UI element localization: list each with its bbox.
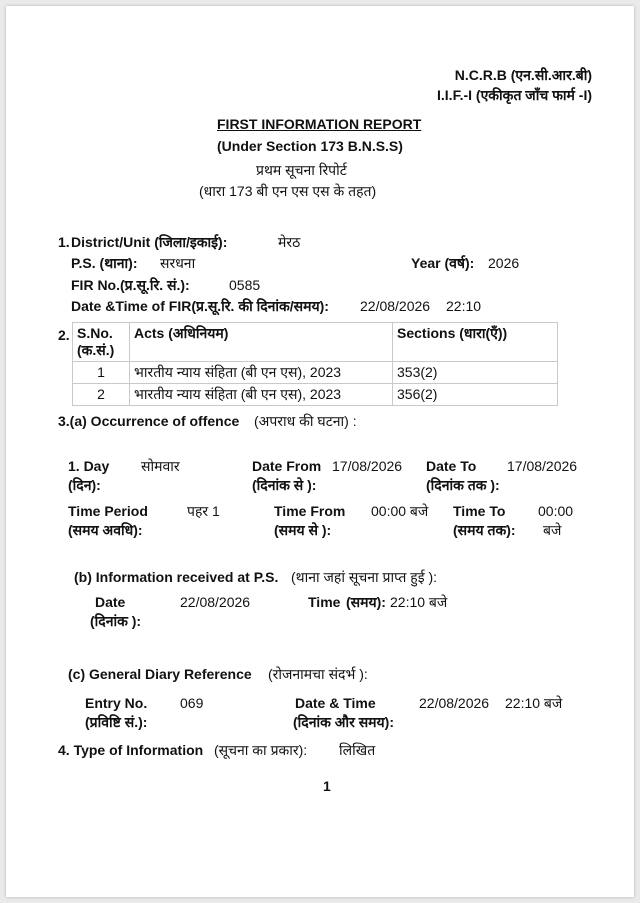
date-to-label: Date To [426,458,477,474]
item-2-number: 2. [58,327,70,343]
report-section: (Under Section 173 B.N.S.S) [217,138,403,154]
date-from-label-hindi: (दिनांक से ): [252,477,317,493]
day-label-hindi: (दिन): [68,477,101,493]
date-to-label-hindi: (दिनांक तक ): [426,477,500,493]
day-value: सोमवार [141,458,180,474]
table-header-row [73,323,558,362]
sections-header: Sections (धारा(एँ)) [393,323,558,362]
gd-datetime-time: 22:10 बजे [505,695,563,711]
gd-datetime-label: Date & Time [295,695,376,711]
ps-value: सरधना [160,255,196,271]
gd-datetime-date: 22/08/2026 [419,695,490,711]
ncrb-header: N.C.R.B (एन.सी.आर.बी) [454,67,592,83]
info-type-value: लिखित [339,742,376,758]
report-title-hindi: प्रथम सूचना रिपोर्ट [256,162,347,178]
fir-datetime-label: Date &Time of FIR(प्र.सू.रि. की दिनांक/समय): [71,298,329,314]
fir-number-value: 0585 [229,277,261,293]
received-date-value: 22/08/2026 [180,594,251,610]
time-from-label: Time From [274,503,346,519]
entry-no-label-hindi: (प्रविष्टि सं.): [85,714,148,730]
entry-no-value: 069 [180,695,204,711]
gd-reference-heading: (c) General Diary Reference [68,666,252,682]
table-row [73,384,558,406]
row-section: 353(2) [393,362,558,384]
page-number: 1 [323,778,331,794]
time-period-label-hindi: (समय अवधि): [68,522,143,538]
acts-header: Acts (अधिनियम) [130,323,393,362]
district-value: मेरठ [278,234,301,250]
date-from-label: Date From [252,458,322,474]
fir-datetime-date: 22/08/2026 [360,298,431,314]
time-period-label: Time Period [68,503,148,519]
entry-no-label: Entry No. [85,695,148,711]
year-label: Year (वर्ष): [411,255,475,271]
time-from-value: 00:00 बजे [371,503,429,519]
row-sno: 2 [73,384,130,406]
date-from-value: 17/08/2026 [332,458,403,474]
row-sno: 1 [73,362,130,384]
time-to-label: Time To [453,503,506,519]
district-label: District/Unit (जिला/इकाई): [71,234,228,250]
table-row [73,362,558,384]
acts-sections-table [72,322,558,406]
received-time-label: Time [308,594,341,610]
row-section: 356(2) [393,384,558,406]
occurrence-heading-hindi: (अपराध की घटना) : [254,413,357,429]
report-section-hindi: (धारा 173 बी एन एस एस के तहत) [199,183,377,199]
time-to-unit: बजे [543,522,562,538]
fir-number-label: FIR No.(प्र.सू.रि. सं.): [71,277,190,293]
row-act: भारतीय न्याय संहिता (बी एन एस), 2023 [130,362,393,384]
info-type-label-hindi: (सूचना का प्रकार): [214,742,308,758]
time-to-value: 00:00 [538,503,574,519]
time-period-value: पहर 1 [187,503,220,519]
received-time-label-hindi: (समय): [346,594,386,610]
info-received-heading: (b) Information received at P.S. [74,569,279,585]
date-to-value: 17/08/2026 [507,458,578,474]
fir-document-page [6,6,634,897]
item-1-number: 1. [58,234,70,250]
received-date-label-hindi: (दिनांक ): [90,613,142,629]
time-to-label-hindi: (समय तक): [453,522,516,538]
info-type-label: 4. Type of Information [58,742,204,758]
fir-datetime-time: 22:10 [446,298,482,314]
gd-datetime-label-hindi: (दिनांक और समय): [293,714,394,730]
day-label: 1. Day [68,458,110,474]
occurrence-heading: 3.(a) Occurrence of offence [58,413,240,429]
year-value: 2026 [488,255,520,271]
info-received-heading-hindi: (थाना जहां सूचना प्राप्त हुई ): [291,569,438,585]
iif-header: I.I.F.-I (एकीकृत जाँच फार्म -I) [437,87,592,103]
time-from-label-hindi: (समय से ): [274,522,332,538]
report-title: FIRST INFORMATION REPORT [217,116,422,132]
ps-label: P.S. (थाना): [71,255,138,271]
sno-header: S.No. (क.सं.) [73,323,130,362]
received-time-value: 22:10 बजे [390,594,448,610]
received-date-label: Date [95,594,126,610]
gd-reference-heading-hindi: (रोजनामचा संदर्भ ): [268,666,368,682]
row-act: भारतीय न्याय संहिता (बी एन एस), 2023 [130,384,393,406]
